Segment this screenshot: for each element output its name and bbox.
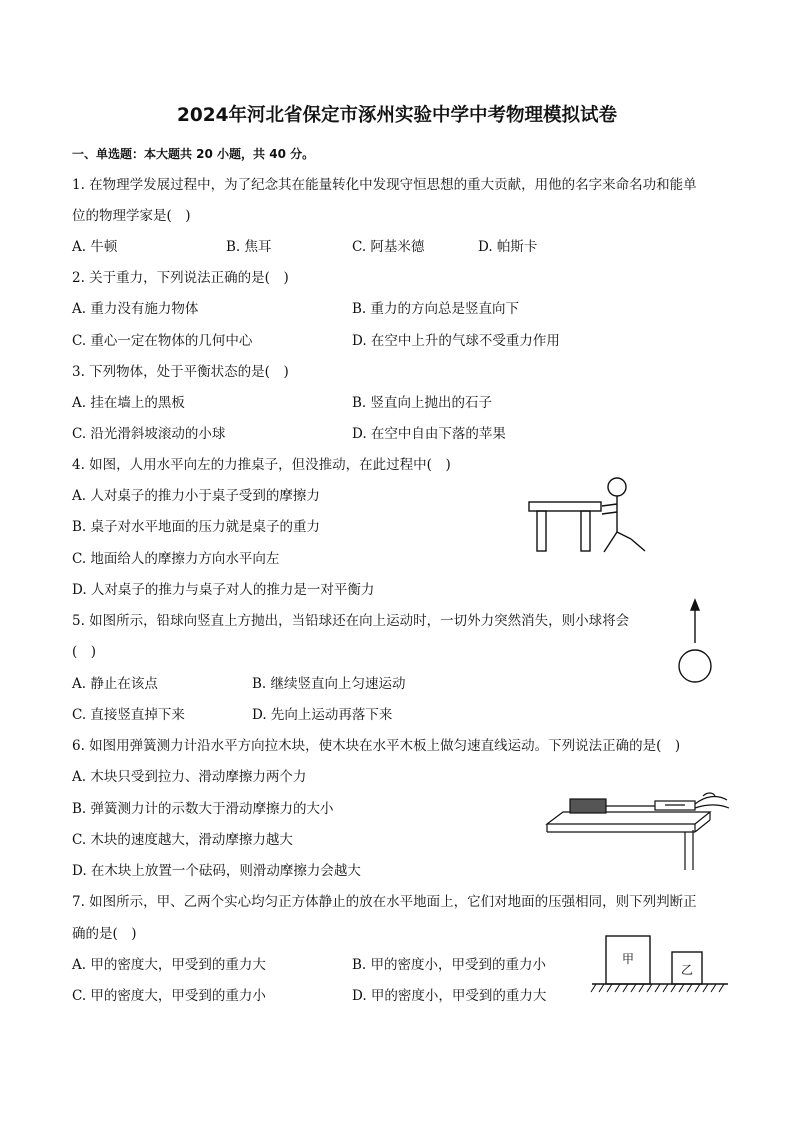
- q6-option-b[interactable]: B. 弹簧测力计的示数大于滑动摩擦力的大小: [72, 801, 334, 817]
- question-1-stem-cont: 位的物理学家是( ): [72, 208, 191, 224]
- q3-option-a[interactable]: A. 挂在墙上的黑板: [72, 395, 185, 411]
- question-3-stem: 3. 下列物体，处于平衡状态的是( ): [72, 364, 289, 380]
- ball-arrow-figure: [674, 598, 718, 684]
- question-4-stem: 4. 如图，人用水平向左的力推桌子，但没推动，在此过程中( ): [72, 457, 451, 473]
- q1-option-b[interactable]: B. 焦耳: [226, 239, 272, 255]
- question-6-stem: 6. 如图用弹簧测力计沿水平方向拉木块，使木块在水平木板上做匀速直线运动。下列说法正确的是( ): [72, 738, 681, 754]
- cube-label-yi: 乙: [681, 963, 694, 977]
- table-push-figure: [525, 474, 655, 556]
- q5-option-a[interactable]: A. 静止在该点: [72, 676, 158, 692]
- question-5-stem: 5. 如图所示，铅球向竖直上方抛出，当铅球还在向上运动时，一切外力突然消失，则小球将会: [72, 613, 630, 629]
- section-heading: 一、单选题：本大题共 20 小题，共 40 分。: [72, 147, 315, 161]
- q4-option-b[interactable]: B. 桌子对水平地面的压力就是桌子的重力: [72, 519, 321, 535]
- q7-option-a[interactable]: A. 甲的密度大，甲受到的重力大: [72, 957, 266, 973]
- cube-label-jia: 甲: [622, 952, 635, 966]
- question-7-stem: 7. 如图所示，甲、乙两个实心均匀正方体静止的放在水平地面上，它们对地面的压强相同，则下列判断正: [72, 894, 697, 910]
- q4-option-c[interactable]: C. 地面给人的摩擦力方向水平向左: [72, 551, 280, 567]
- q7-option-b[interactable]: B. 甲的密度小，甲受到的重力小: [352, 957, 547, 973]
- cubes-figure: [590, 930, 730, 1000]
- q1-option-d[interactable]: D. 帕斯卡: [478, 239, 538, 255]
- q7-option-d[interactable]: D. 甲的密度小，甲受到的重力大: [352, 988, 547, 1004]
- question-1-stem: 1. 在物理学发展过程中，为了纪念其在能量转化中发现守恒思想的重大贡献，用他的名字来命名功和能单: [72, 177, 697, 193]
- q5-option-c[interactable]: C. 直接竖直掉下来: [72, 707, 185, 723]
- q1-option-a[interactable]: A. 牛顿: [72, 239, 118, 255]
- q3-option-b[interactable]: B. 竖直向上抛出的石子: [352, 395, 493, 411]
- page-title: 2024年河北省保定市涿州实验中学中考物理模拟试卷: [177, 105, 617, 126]
- q7-option-c[interactable]: C. 甲的密度大，甲受到的重力小: [72, 988, 266, 1004]
- spring-scale-figure: [545, 782, 735, 874]
- question-5-stem-cont: ( ): [72, 644, 97, 660]
- q2-option-d[interactable]: D. 在空中上升的气球不受重力作用: [352, 333, 560, 349]
- q6-option-c[interactable]: C. 木块的速度越大，滑动摩擦力越大: [72, 832, 293, 848]
- q5-option-d[interactable]: D. 先向上运动再落下来: [252, 707, 393, 723]
- question-7-stem-cont: 确的是( ): [72, 926, 137, 942]
- q3-option-c[interactable]: C. 沿光滑斜坡滚动的小球: [72, 426, 226, 442]
- question-2-stem: 2. 关于重力，下列说法正确的是( ): [72, 270, 289, 286]
- q6-option-d[interactable]: D. 在木块上放置一个砝码，则滑动摩擦力会越大: [72, 863, 361, 879]
- q1-option-c[interactable]: C. 阿基米德: [352, 239, 425, 255]
- q2-option-b[interactable]: B. 重力的方向总是竖直向下: [352, 301, 520, 317]
- q4-option-d[interactable]: D. 人对桌子的推力与桌子对人的推力是一对平衡力: [72, 582, 375, 598]
- q2-option-c[interactable]: C. 重心一定在物体的几何中心: [72, 333, 253, 349]
- q3-option-d[interactable]: D. 在空中自由下落的苹果: [352, 426, 506, 442]
- q4-option-a[interactable]: A. 人对桌子的推力小于桌子受到的摩擦力: [72, 488, 320, 504]
- q2-option-a[interactable]: A. 重力没有施力物体: [72, 301, 199, 317]
- q5-option-b[interactable]: B. 继续竖直向上匀速运动: [252, 676, 406, 692]
- q6-option-a[interactable]: A. 木块只受到拉力、滑动摩擦力两个力: [72, 769, 307, 785]
